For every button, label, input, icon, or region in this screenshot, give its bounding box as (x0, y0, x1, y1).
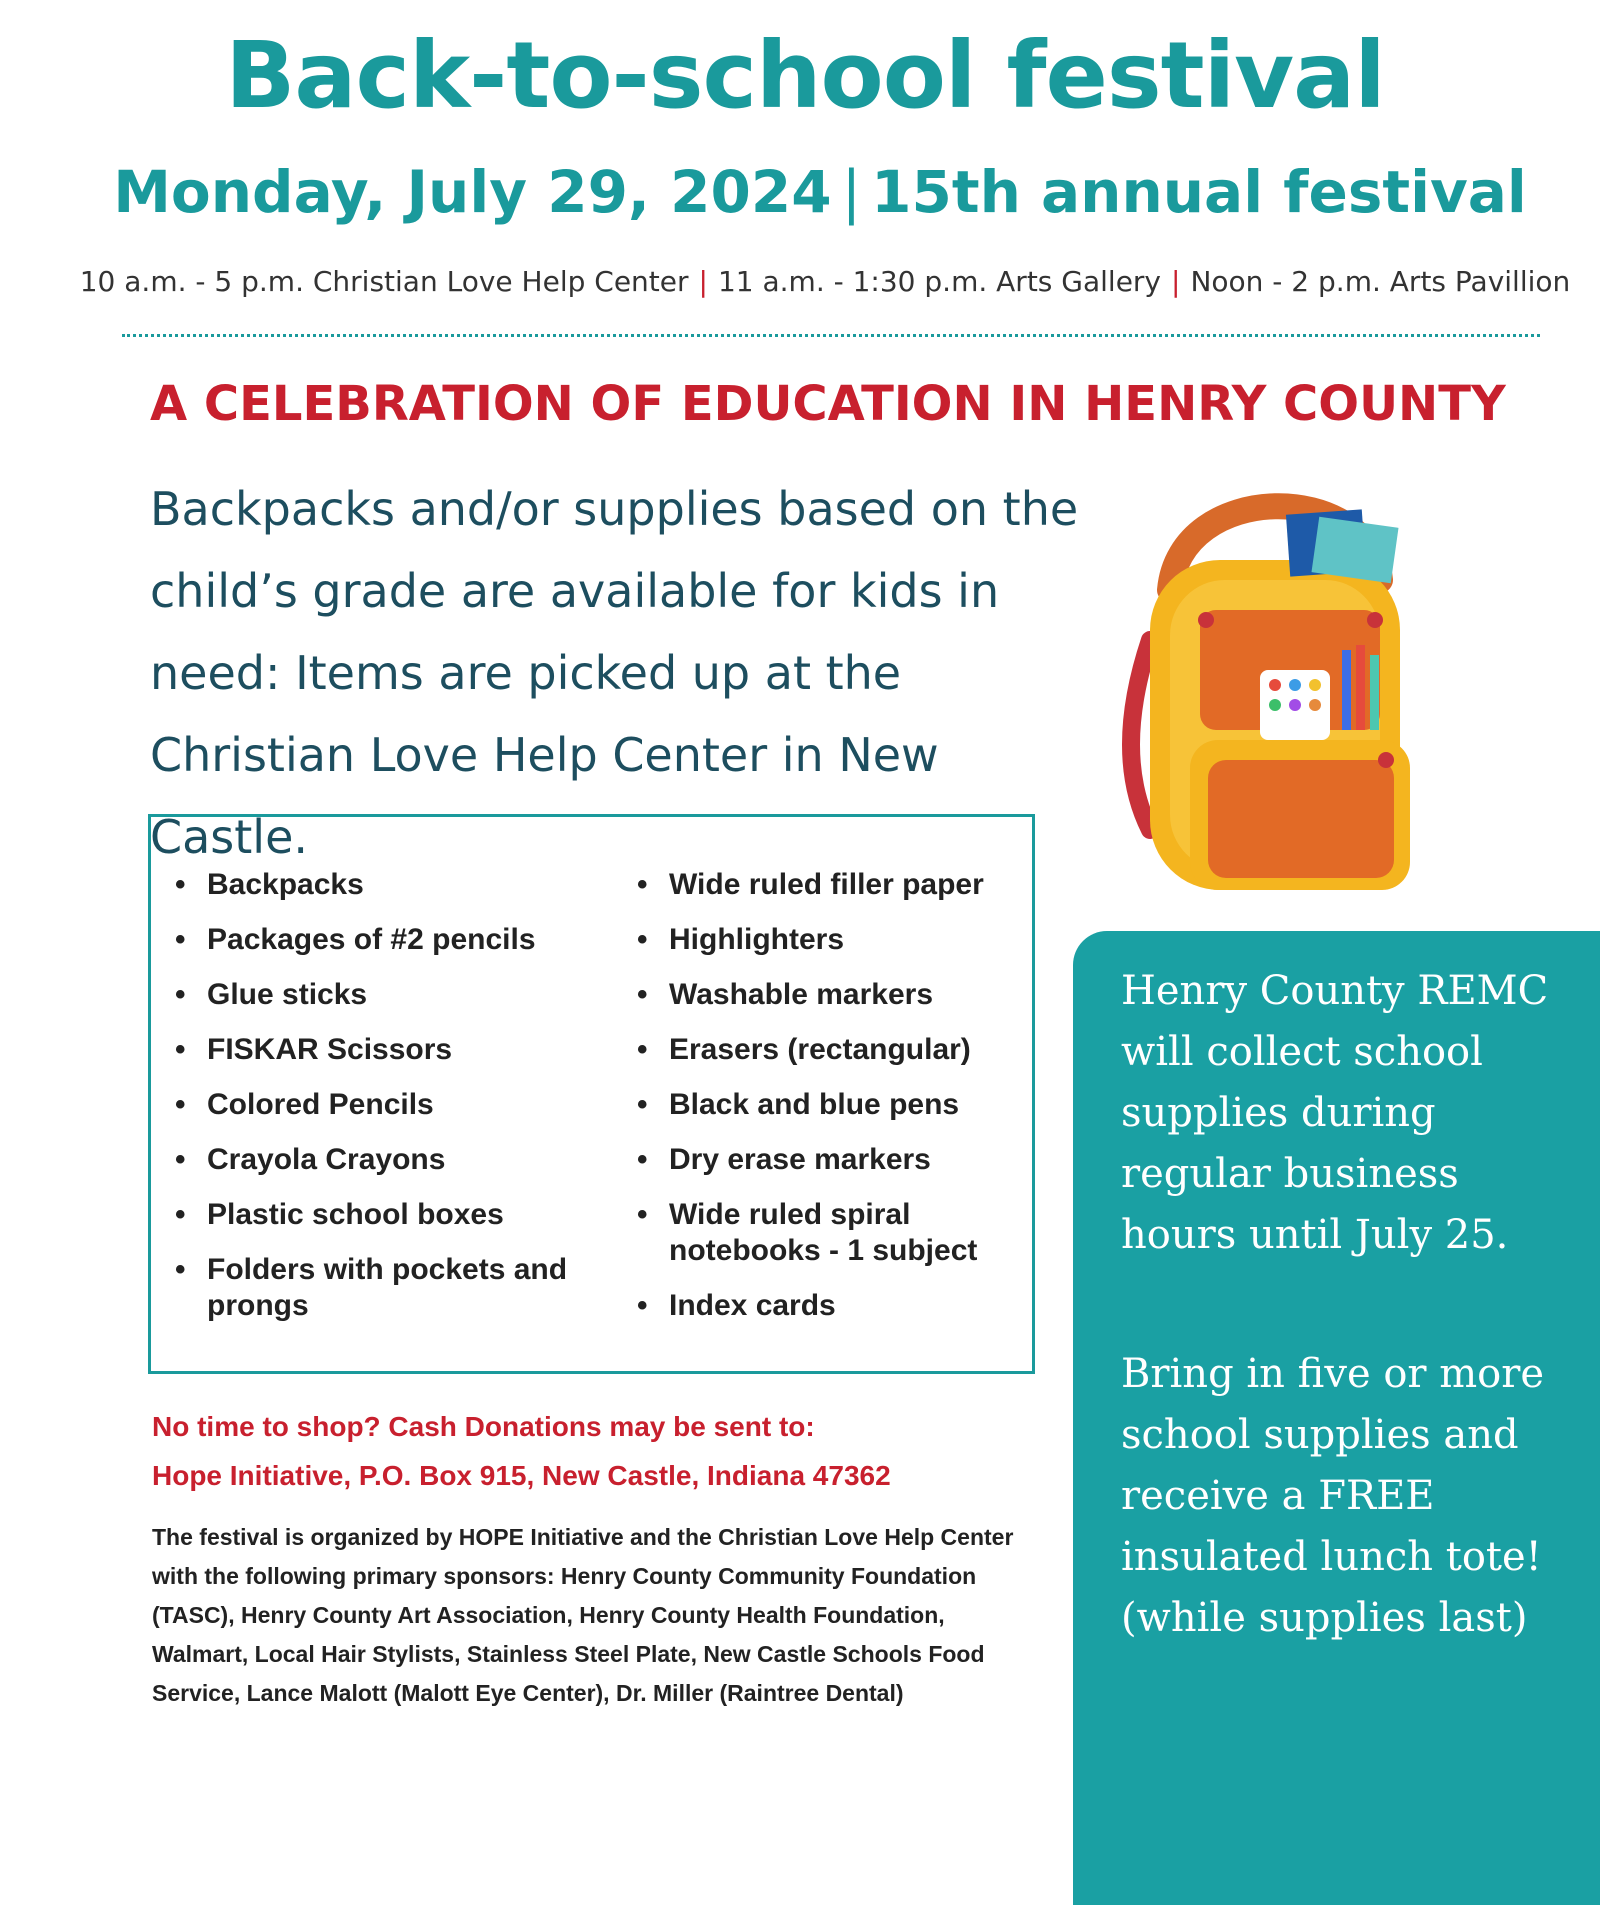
festival-edition: 15th annual festival (871, 158, 1527, 226)
list-item: • Glue sticks (173, 977, 613, 1013)
list-item: • Wide ruled filler paper (635, 867, 1025, 903)
festival-date: Monday, July 29, 2024 (113, 158, 832, 226)
list-item: • Highlighters (635, 922, 1025, 958)
backpack-illustration (1110, 470, 1460, 910)
time-slot-arts-gallery: 11 a.m. - 1:30 p.m. Arts Gallery (717, 265, 1162, 298)
times-separator: | (698, 265, 708, 298)
lunch-tote-promo: Bring in five or more school supplies and receive a FREE insulated lunch tote! (while supplies last) (1121, 1351, 1545, 1641)
list-item: • FISKAR Scissors (173, 1032, 613, 1068)
list-item: • Plastic school boxes (173, 1197, 613, 1233)
celebration-heading: A CELEBRATION OF EDUCATION IN HENRY COUNTY (150, 376, 1506, 432)
list-item: • Dry erase markers (635, 1142, 1025, 1178)
list-item: • Washable markers (635, 977, 1025, 1013)
times-separator: | (1171, 265, 1181, 298)
list-item: • Folders with pockets and prongs (173, 1252, 613, 1324)
supplies-list-right (635, 867, 1025, 1343)
sponsors-paragraph: The festival is organized by HOPE Initiative and the Christian Love Help Center with the following primary sponsors: Henry County Community Foundation (TASC), Henry County Art Association, Henry County Health Foundation, Walmart, Local Hair Stylists, Stainless Steel Plate, New Castle Schools Food Service, Lance Malott (Malott Eye Center), Dr. Miller (Raintree Dental) (152, 1524, 1014, 1706)
time-slot-help-center: 10 a.m. - 5 p.m. Christian Love Help Center (79, 265, 689, 298)
list-item: • Crayola Crayons (173, 1142, 613, 1178)
intro-paragraph: Backpacks and/or supplies based on the child’s grade are available for kids in need: Items are picked up at the Christian Love Help Center in New Castle. (150, 482, 1079, 864)
event-times (0, 265, 1600, 298)
cash-donations-address: Hope Initiative, P.O. Box 915, New Castle, Indiana 47362 (152, 1460, 891, 1491)
list-item: • Black and blue pens (635, 1087, 1025, 1123)
remc-panel (1073, 931, 1600, 1905)
time-slot-arts-pavillion: Noon - 2 p.m. Arts Pavillion (1190, 265, 1571, 298)
supplies-list-left (173, 867, 613, 1343)
dotted-divider (122, 334, 1540, 337)
subtitle-separator: | (841, 158, 862, 226)
supplies-list-box (148, 814, 1035, 1374)
cash-donations (152, 1402, 891, 1500)
list-item: • Backpacks (173, 867, 613, 903)
list-item: • Index cards (635, 1288, 1025, 1324)
festival-title: Back-to-school festival (225, 22, 1385, 129)
list-item: • Erasers (rectangular) (635, 1032, 1025, 1068)
cash-donations-line: No time to shop? Cash Donations may be sent to: (152, 1411, 815, 1442)
festival-subtitle (0, 158, 1600, 226)
list-item: • Packages of #2 pencils (173, 922, 613, 958)
list-item: • Colored Pencils (173, 1087, 613, 1123)
list-item: • Wide ruled spiral notebooks - 1 subject (635, 1197, 1025, 1269)
remc-collection-text: Henry County REMC will collect school supplies during regular business hours until July 25. (1121, 968, 1549, 1258)
